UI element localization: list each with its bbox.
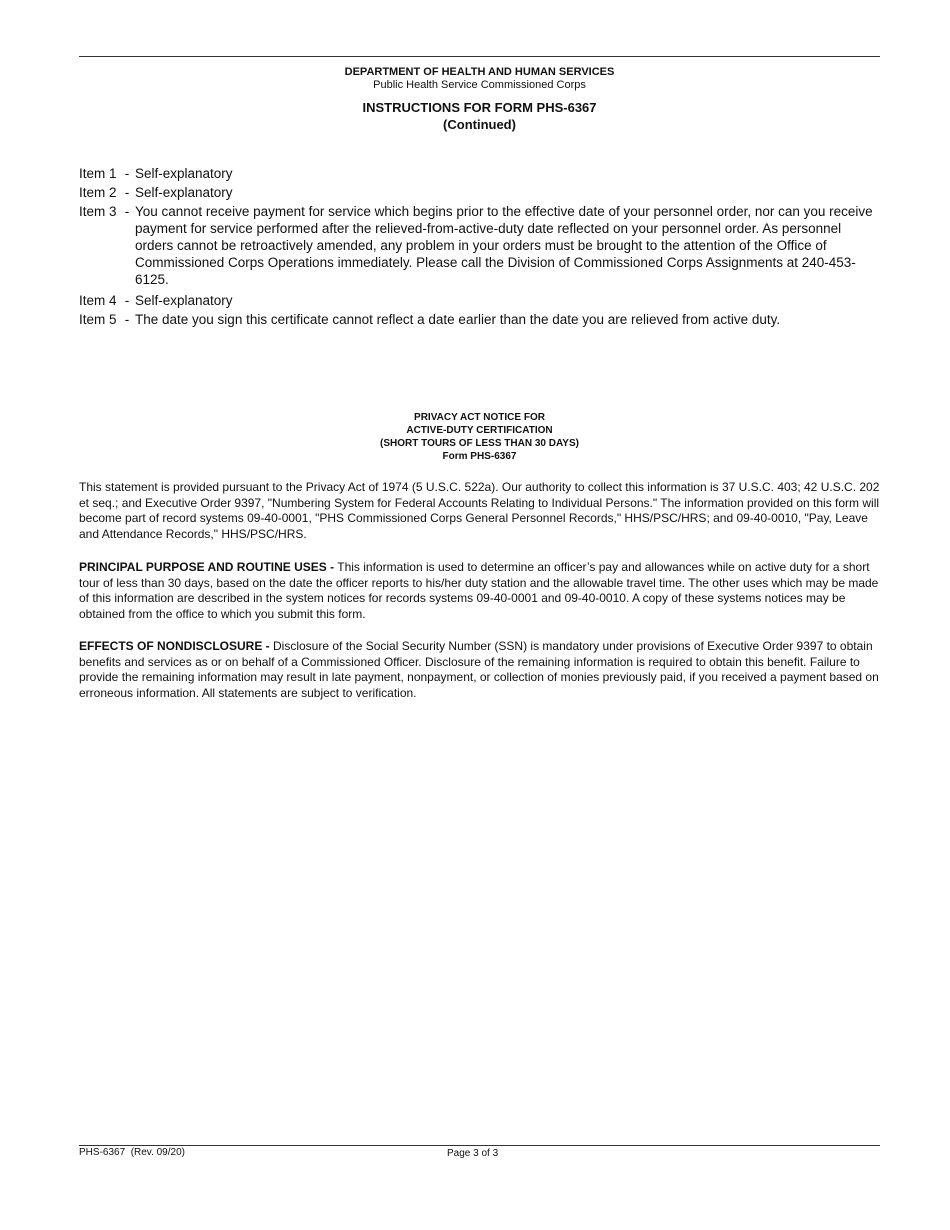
item-text: You cannot receive payment for service which begins prior to the effective date of your personnel order, nor can you receive payment for service performed after the relieved-from-active-duty date reflected on your personnel order. As personnel orders cannot be retroactively amended, any problem in your orders must be brought to the attention of the Office of Commissioned Corps Operations immediately. Please call the Division of Commissioned Corps Assignments at 240-453-6125.	[135, 204, 873, 287]
list-item	[79, 165, 880, 182]
privacy-heading-line-3: (SHORT TOURS OF LESS THAN 30 DAYS)	[380, 438, 579, 449]
item-dash: -	[124, 312, 130, 327]
item-text: The date you sign this certificate cannot reflect a date earlier than the date you are relieved from active duty.	[135, 312, 781, 327]
item-label: Item 3	[79, 204, 117, 219]
effects-text: Disclosure of the Social Security Number (SSN) is mandatory under provisions of Executive Order 9397 to obtain benefits and services as or on behalf of a Commissioned Officer. Disclosure of the remaining information is required to obtain this benefit. Failure to provide the remaining information may result in late payment, nonpayment, or collection of monies previously paid, if you received a payment based on erroneous information. All statements are subject to verification.	[79, 639, 879, 700]
item-label: Item 1	[79, 166, 117, 181]
effects-of-nondisclosure-paragraph	[79, 639, 880, 701]
document-page	[79, 0, 880, 1230]
item-dash: -	[124, 204, 130, 219]
effects-label: EFFECTS OF NONDISCLOSURE -	[79, 639, 270, 653]
item-label: Item 5	[79, 312, 117, 327]
instruction-items	[79, 165, 880, 330]
footer-rule	[79, 1145, 880, 1146]
principal-purpose-text: This information is used to determine an officer’s pay and allowances while on active duty for a short tour of less than 30 days, based on the date the officer reports to his/her duty station and the allowable travel time. The other uses which may be made of this information are described in the system notices for records systems 09-40-0001 and 09-40-0010. A copy of these systems notices may be obtained from the office to which you submit this form.	[79, 560, 879, 621]
list-item	[79, 184, 880, 201]
item-label: Item 4	[79, 293, 117, 308]
privacy-heading-line-1: PRIVACY ACT NOTICE FOR	[414, 412, 545, 423]
agency-name: Public Health Service Commissioned Corps	[373, 79, 586, 91]
principal-purpose-label: PRINCIPAL PURPOSE AND ROUTINE USES -	[79, 560, 335, 574]
top-rule	[79, 56, 880, 57]
department-name: DEPARTMENT OF HEALTH AND HUMAN SERVICES	[344, 66, 615, 78]
item-dash: -	[124, 166, 130, 181]
document-header	[79, 66, 880, 133]
privacy-statement: This statement is provided pursuant to the Privacy Act of 1974 (5 U.S.C. 522a). Our authority to collect this information is 37 U.S.C. 403; 42 U.S.C. 202 et seq.; and Executive Order 9397, "Numbering System for Federal Accounts Relating to Individual Persons." The information provided on this form will become part of record systems 09-40-0001, "PHS Commissioned Corps General Personnel Records," HHS/PSC/HRS; and 09-40-0010, "Pay, Leave and Attendance Records," HHS/PSC/HRS.	[79, 480, 880, 541]
item-text: Self-explanatory	[135, 185, 233, 200]
item-dash: -	[124, 185, 130, 200]
page-title	[79, 99, 880, 133]
list-item	[79, 203, 880, 288]
title-line-2: (Continued)	[443, 117, 516, 132]
privacy-heading-line-4: Form PHS-6367	[442, 451, 517, 462]
item-text: Self-explanatory	[135, 293, 233, 308]
form-revision: PHS-6367 (Rev. 09/20)	[79, 1147, 185, 1158]
page-number: Page 3 of 3	[447, 1148, 499, 1159]
title-line-1: INSTRUCTIONS FOR FORM PHS-6367	[362, 100, 597, 115]
list-item	[79, 292, 880, 309]
privacy-notice-heading	[79, 411, 880, 463]
item-text: Self-explanatory	[135, 166, 233, 181]
list-item	[79, 311, 880, 328]
item-label: Item 2	[79, 185, 117, 200]
privacy-heading-line-2: ACTIVE-DUTY CERTIFICATION	[406, 425, 553, 436]
principal-purpose-paragraph	[79, 560, 880, 622]
item-dash: -	[124, 293, 130, 308]
